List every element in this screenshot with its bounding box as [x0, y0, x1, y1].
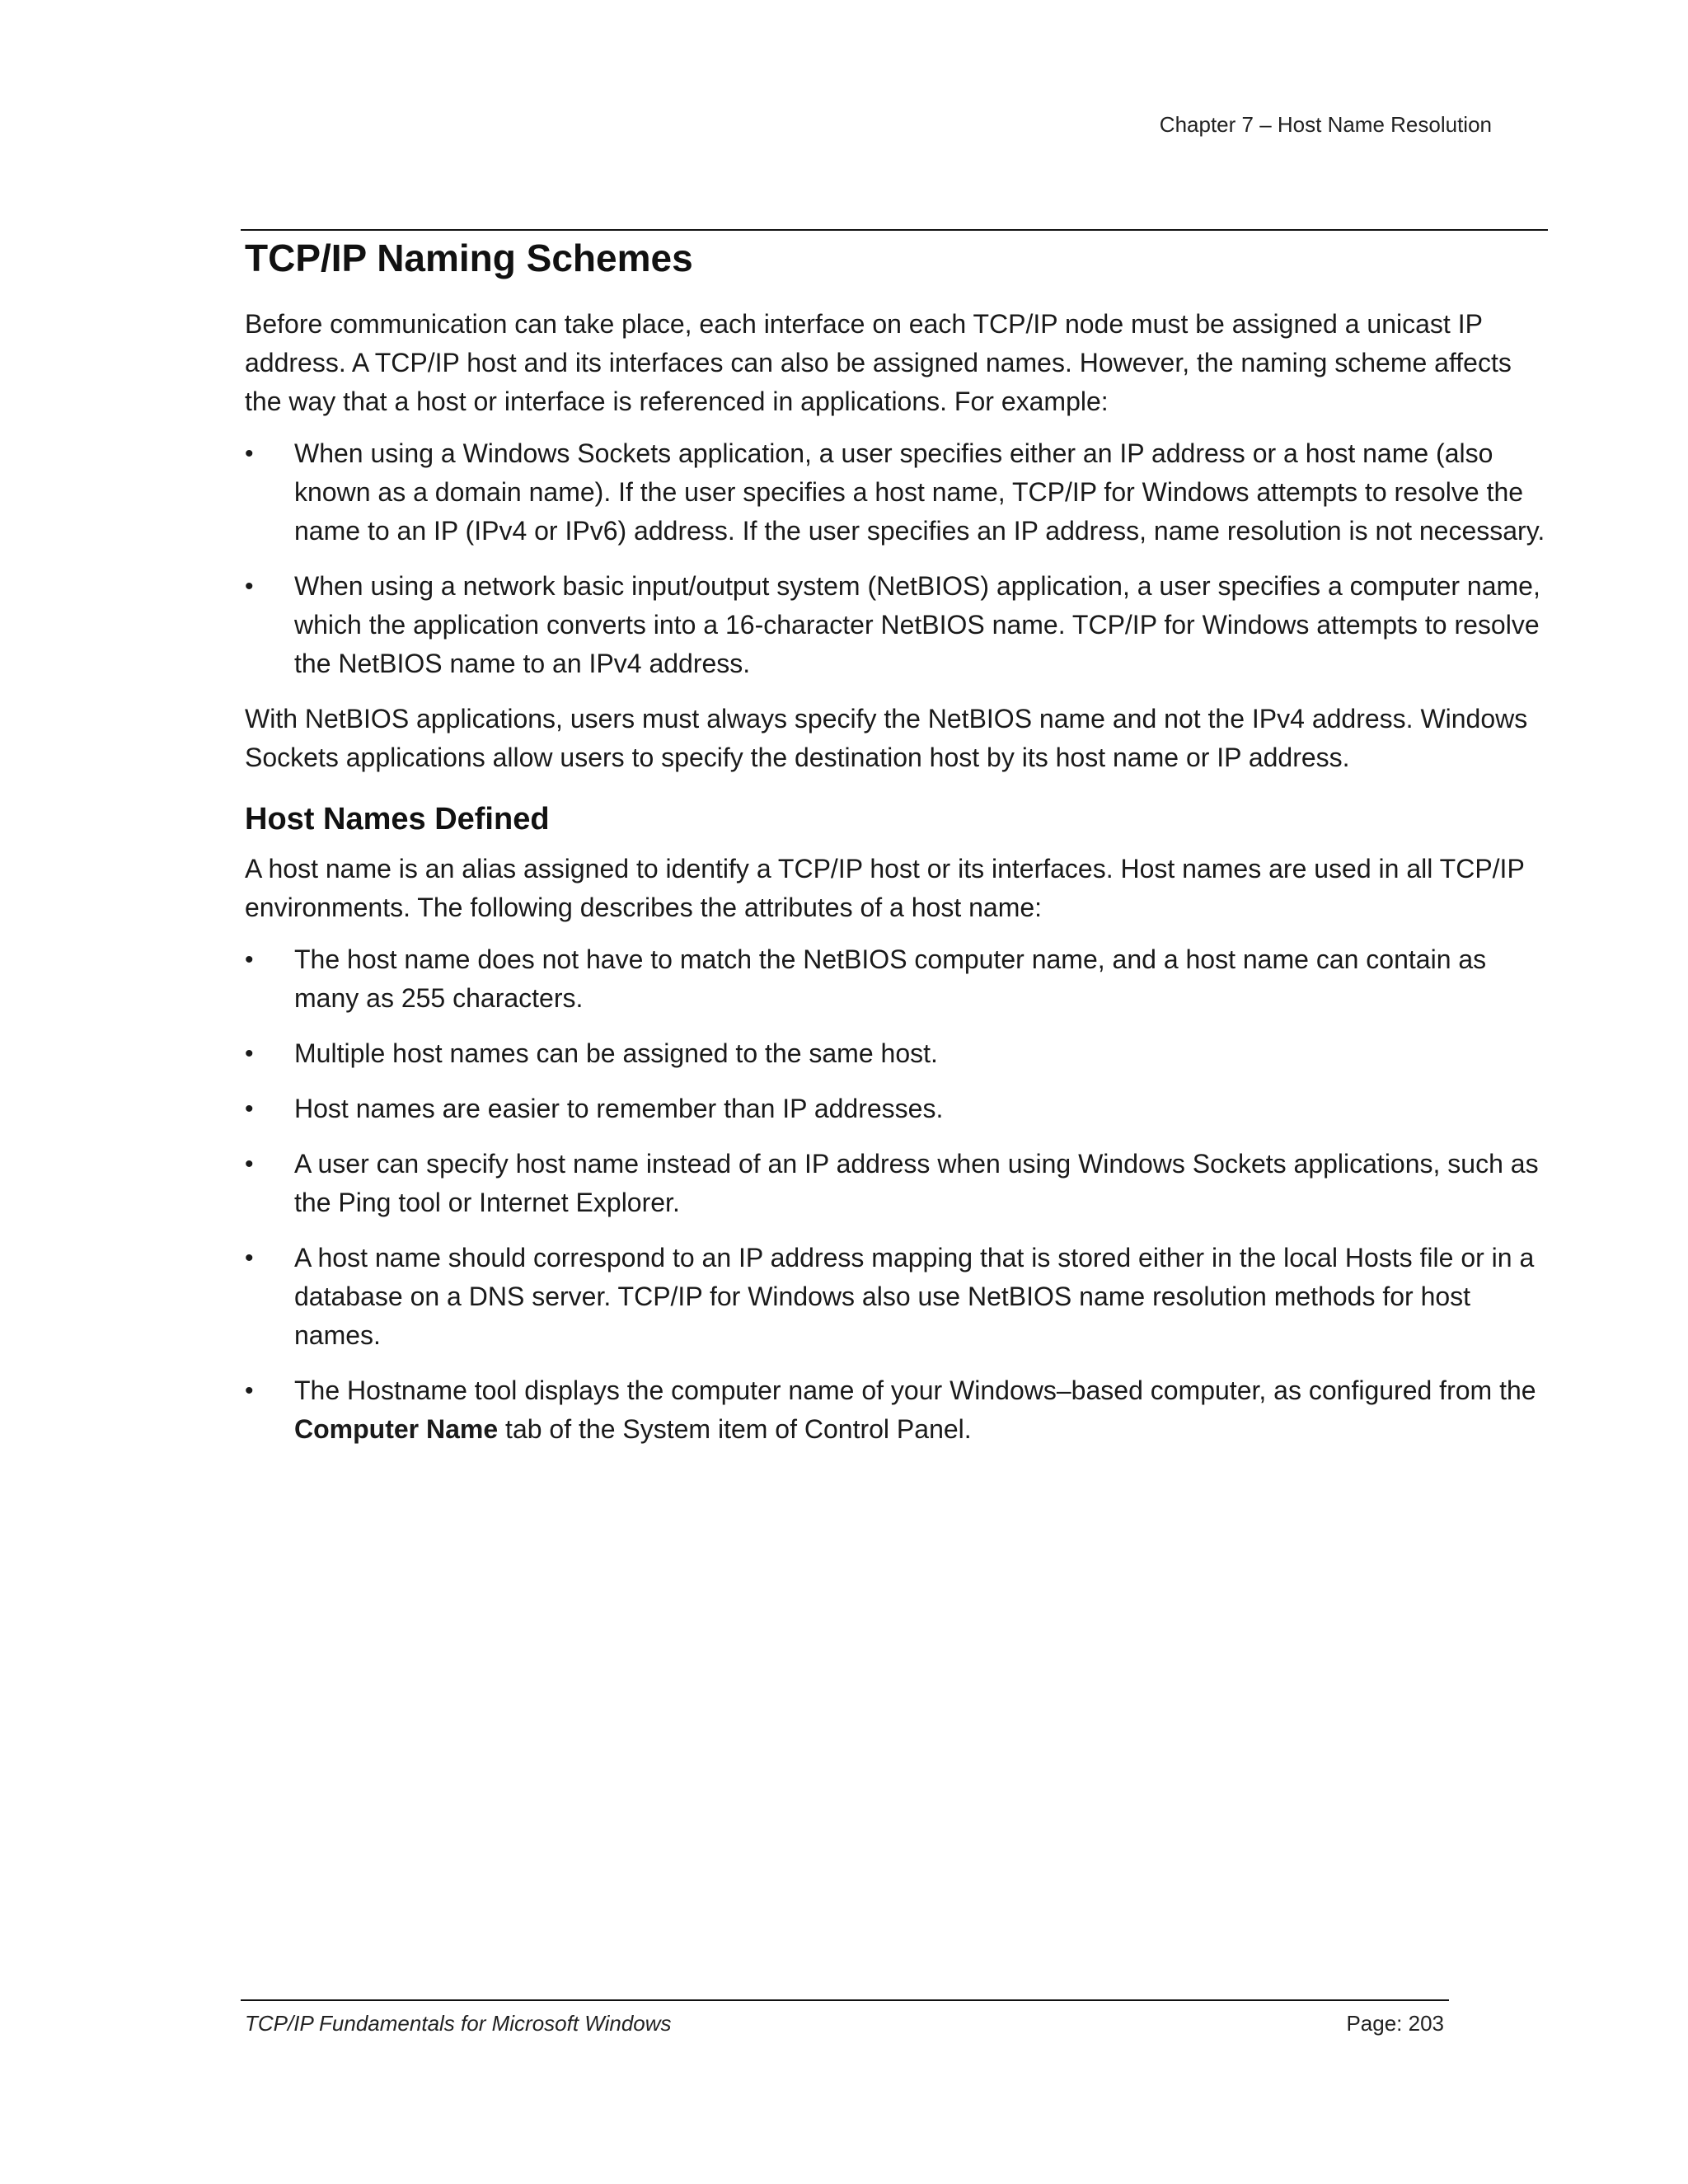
bullet-icon: •: [245, 1244, 254, 1272]
bullet-icon: •: [245, 1095, 254, 1122]
list-item: [245, 567, 1547, 683]
list-item-text: [294, 1376, 1536, 1444]
bullet-icon: •: [245, 1151, 254, 1178]
subsection-bullet-list: [245, 940, 1547, 1449]
footer-page-number: Page: 203: [1346, 2011, 1444, 2036]
subsection-title: Host Names Defined: [245, 802, 550, 837]
list-item-text-before: The Hostname tool displays the computer name of your Windows–based computer, as configured from the: [294, 1376, 1536, 1405]
list-item: [245, 1034, 1547, 1073]
list-item: [245, 1371, 1547, 1449]
list-item-text: When using a network basic input/output system (NetBIOS) application, a user specifies a computer name, which the application converts into a 16-character NetBIOS name. TCP/IP for Windows attempts to resolve the NetBIOS name to an IPv4 address.: [294, 571, 1540, 678]
list-item-text: Host names are easier to remember than IP addresses.: [294, 1094, 944, 1123]
bullet-icon: •: [245, 946, 254, 973]
list-item: [245, 1145, 1547, 1222]
page-content: [245, 236, 1547, 1465]
list-item-text-after: tab of the System item of Control Panel.: [498, 1414, 972, 1444]
list-item: [245, 1239, 1547, 1355]
section-bullet-list: [245, 434, 1547, 683]
list-item-text: When using a Windows Sockets application, a user specifies either an IP address or a host name (also known as a domain name). If the user specifies a host name, TCP/IP for Windows attempts to resolve the name to an IP (IPv4 or IPv6) address. If the user specifies an IP address, name resolution is not necessary.: [294, 438, 1545, 546]
section-title: TCP/IP Naming Schemes: [245, 237, 693, 279]
bullet-icon: •: [245, 1377, 254, 1404]
section-intro-paragraph: Before communication can take place, each interface on each TCP/IP node must be assigned a unicast IP address. A TCP/IP host and its interfaces can also be assigned names. However, the naming scheme affects the way that a host or interface is referenced in applications. For example:: [245, 309, 1512, 416]
list-item-text: The host name does not have to match the NetBIOS computer name, and a host name can contain as many as 255 characters.: [294, 944, 1487, 1013]
running-header: Chapter 7 – Host Name Resolution: [1159, 112, 1492, 137]
list-item: [245, 1090, 1547, 1128]
list-item-text: A user can specify host name instead of an IP address when using Windows Sockets applications, such as the Ping tool or Internet Explorer.: [294, 1149, 1539, 1217]
list-item: [245, 434, 1547, 551]
footer-book-title: TCP/IP Fundamentals for Microsoft Windows: [245, 2011, 672, 2036]
bullet-icon: •: [245, 440, 254, 467]
bullet-icon: •: [245, 1040, 254, 1067]
bullet-icon: •: [245, 573, 254, 600]
list-item-text: A host name should correspond to an IP address mapping that is stored either in the local Hosts file or in a database on a DNS server. TCP/IP for Windows also use NetBIOS name resolution methods for host names.: [294, 1243, 1535, 1350]
list-item-text: Multiple host names can be assigned to the same host.: [294, 1038, 938, 1068]
section-closing-paragraph: With NetBIOS applications, users must always specify the NetBIOS name and not the IPv4 address. Windows Sockets applications allow users to specify the destination host by its host name or IP address.: [245, 704, 1528, 772]
computer-name-term: Computer Name: [294, 1414, 499, 1444]
footer-rule: [241, 1999, 1449, 2001]
title-rule: [241, 229, 1548, 231]
subsection-intro-paragraph: A host name is an alias assigned to identify a TCP/IP host or its interfaces. Host names are used in all TCP/IP environments. The following describes the attributes of a host name:: [245, 854, 1525, 922]
list-item: [245, 940, 1547, 1018]
